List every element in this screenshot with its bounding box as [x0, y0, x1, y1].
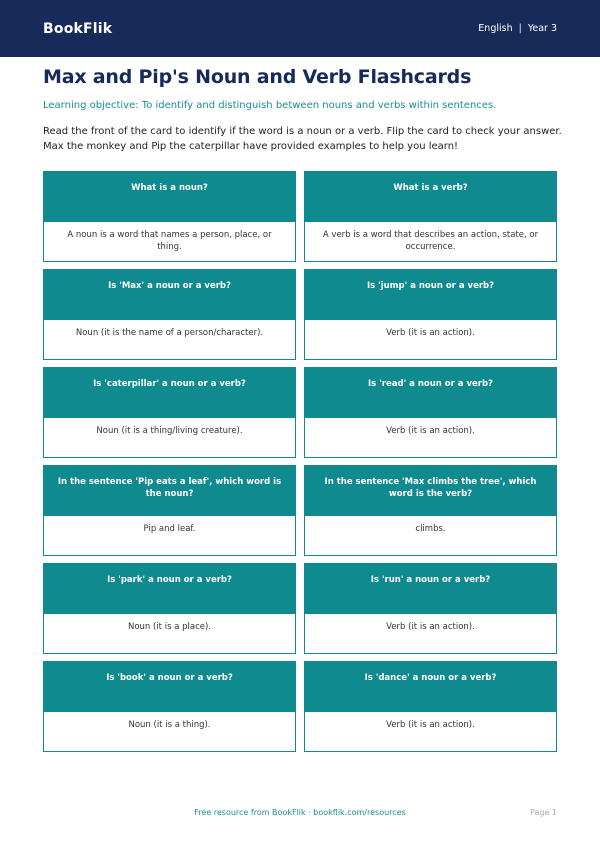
- card-front: Is 'caterpillar' a noun or a verb?: [44, 368, 295, 418]
- card-back: Verb (it is an action).: [305, 712, 556, 751]
- card-front: Is 'read' a noun or a verb?: [305, 368, 556, 418]
- card-front: In the sentence 'Max climbs the tree', which word is the verb?: [305, 466, 556, 516]
- card-back: Pip and leaf.: [44, 516, 295, 555]
- card-back: Noun (it is a thing/living creature).: [44, 418, 295, 457]
- subject-label: English: [478, 23, 513, 34]
- card-back: Verb (it is an action).: [305, 320, 556, 359]
- brand-logo[interactable]: BookFlik: [43, 20, 113, 37]
- card-front: Is 'book' a noun or a verb?: [44, 662, 295, 712]
- flashcard[interactable]: [43, 465, 296, 556]
- card-front: What is a noun?: [44, 172, 295, 222]
- flashcard[interactable]: [43, 367, 296, 458]
- flashcard[interactable]: [304, 367, 557, 458]
- card-back: Verb (it is an action).: [305, 614, 556, 653]
- learning-objective: Learning objective: To identify and distinguish between nouns and verbs within sentences.: [43, 100, 497, 111]
- flashcard[interactable]: [43, 563, 296, 654]
- footer-link[interactable]: Free resource from BookFlik · bookflik.com/resources: [194, 808, 406, 817]
- meta-separator: |: [518, 23, 522, 34]
- card-front: In the sentence 'Pip eats a leaf', which word is the noun?: [44, 466, 295, 516]
- flashcard[interactable]: [43, 269, 296, 360]
- card-front: Is 'run' a noun or a verb?: [305, 564, 556, 614]
- page-title: Max and Pip's Noun and Verb Flashcards: [43, 66, 472, 88]
- intro-text: Read the front of the card to identify if the word is a noun or a verb. Flip the card to check your answer. Max the monkey and Pip the caterpillar have provided examples to help you learn!: [43, 126, 562, 152]
- card-front: Is 'Max' a noun or a verb?: [44, 270, 295, 320]
- card-front: Is 'park' a noun or a verb?: [44, 564, 295, 614]
- page-header: [0, 0, 600, 57]
- flashcard[interactable]: [304, 171, 557, 262]
- page-number: Page 1: [530, 808, 557, 817]
- flashcard[interactable]: [43, 171, 296, 262]
- header-meta: [478, 23, 557, 34]
- flashcard[interactable]: [304, 465, 557, 556]
- flashcard-grid: [43, 171, 557, 752]
- card-back: A noun is a word that names a person, place, or thing.: [44, 222, 295, 261]
- year-label: Year 3: [527, 23, 557, 34]
- card-back: climbs.: [305, 516, 556, 555]
- flashcard[interactable]: [43, 661, 296, 752]
- card-front: What is a verb?: [305, 172, 556, 222]
- card-back: Noun (it is a thing).: [44, 712, 295, 751]
- card-front: Is 'dance' a noun or a verb?: [305, 662, 556, 712]
- card-back: A verb is a word that describes an action, state, or occurrence.: [305, 222, 556, 261]
- flashcard[interactable]: [304, 269, 557, 360]
- flashcard[interactable]: [304, 563, 557, 654]
- card-back: Noun (it is the name of a person/character).: [44, 320, 295, 359]
- card-back: Noun (it is a place).: [44, 614, 295, 653]
- flashcard[interactable]: [304, 661, 557, 752]
- card-back: Verb (it is an action).: [305, 418, 556, 457]
- card-front: Is 'jump' a noun or a verb?: [305, 270, 556, 320]
